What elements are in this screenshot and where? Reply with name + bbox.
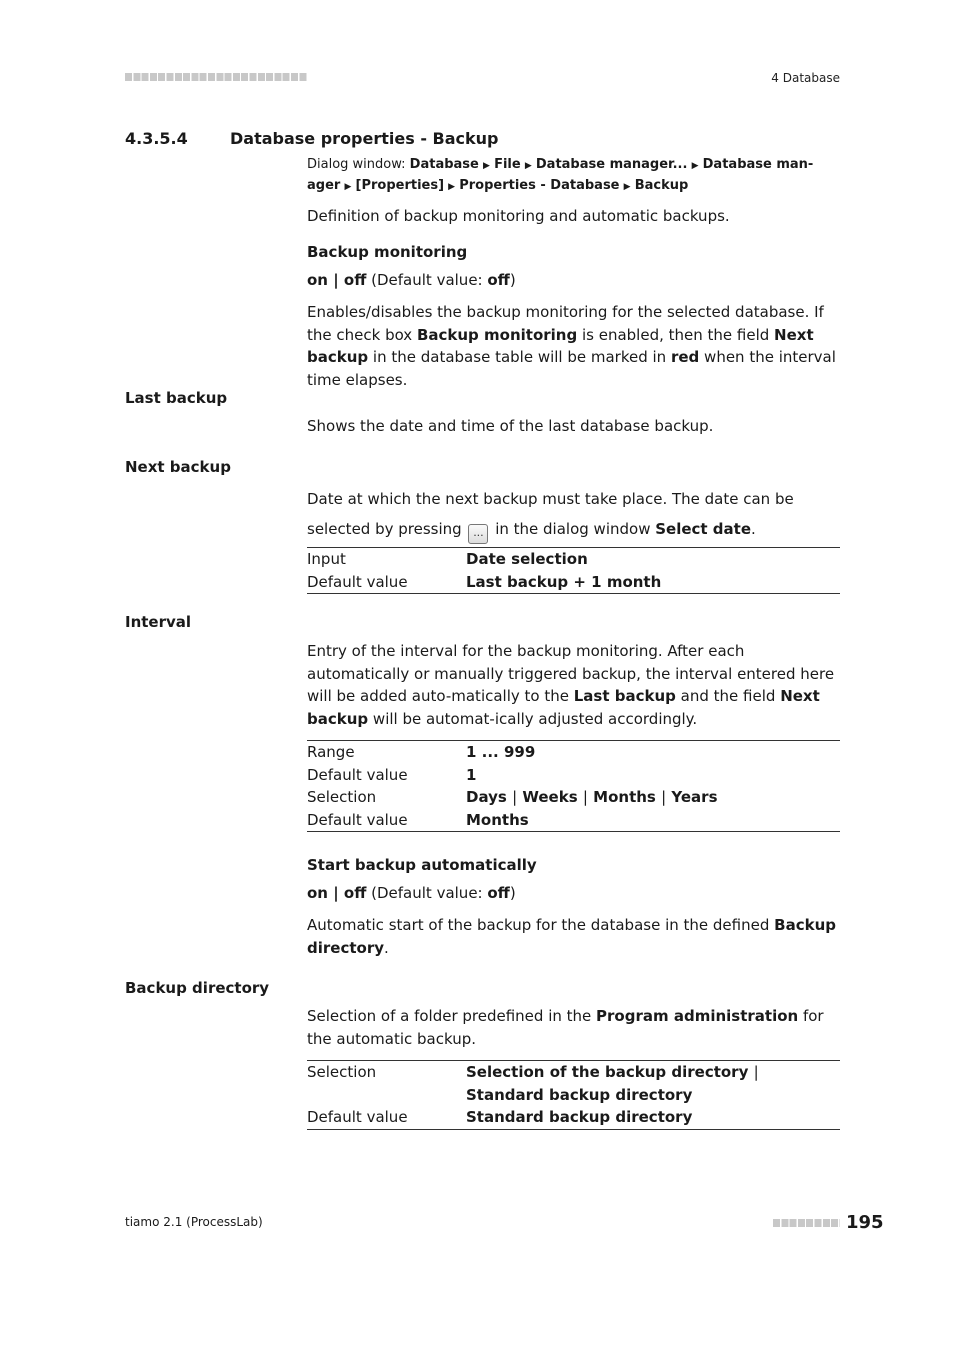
path-item: Properties - Database <box>459 178 620 193</box>
backup-monitoring-heading: Backup monitoring <box>307 243 468 261</box>
start-backup-heading: Start backup automatically <box>307 856 537 874</box>
interval-heading: Interval <box>125 613 192 631</box>
dialog-path: Dialog window: Database ▶ File ▶ Database manager... ▶ Database man- ager ▶ [Properties] ▶ Properties - Database ▶ Backup <box>307 157 814 193</box>
table-row: Default value Months <box>307 810 529 829</box>
path-item: Database man- <box>702 157 814 172</box>
next-backup-heading: Next backup <box>125 458 231 476</box>
page-number: 195 <box>846 1212 884 1233</box>
backup-directory-description: Selection of a folder predefined in the Program administration for the automatic backup. <box>307 1007 824 1048</box>
table-row: Default value Standard backup directory <box>307 1108 693 1126</box>
section-number: 4.3.5.4 <box>125 129 188 148</box>
backup-directory-spec-table <box>307 1060 840 1130</box>
table-row: Input Date selection <box>307 550 588 568</box>
intro-text: Definition of backup monitoring and automatic backups. <box>307 207 730 225</box>
table-row: Range 1 ... 999 <box>307 743 536 761</box>
section-title: Database properties - Backup <box>230 129 499 148</box>
table-row: Default value Last backup + 1 month <box>307 572 662 591</box>
table-row: Default value 1 <box>307 765 477 784</box>
chapter-label: 4 Database <box>771 71 840 85</box>
path-item: Database manager... <box>535 157 688 172</box>
path-item: File <box>494 157 521 172</box>
table-row: Selection Selection of the backup directory | Standard backup directory <box>307 1063 759 1104</box>
next-backup-spec-table <box>307 547 840 594</box>
backup-monitoring-description: Enables/disables the backup monitoring for the selected database. If the check box Backup monitoring is enabled, then the field Next backup in the database table will be marked in red when the interval time elapses. <box>307 303 836 389</box>
path-item: Database <box>409 157 479 172</box>
header-decoration <box>125 73 307 81</box>
path-item: [Properties] <box>355 178 445 193</box>
next-backup-description: Date at which the next backup must take place. The date can be selected by pressing ... in the dialog window Select date. <box>307 484 840 544</box>
backup-monitoring-default: on | off (Default value: off) <box>307 271 516 289</box>
path-item: Backup <box>634 178 689 193</box>
last-backup-heading: Last backup <box>125 389 228 407</box>
ellipsis-button-icon: ... <box>468 524 488 544</box>
last-backup-description: Shows the date and time of the last database backup. <box>307 417 714 435</box>
path-prefix: Dialog window: <box>307 157 410 172</box>
footer-product: tiamo 2.1 (ProcessLab) <box>125 1215 263 1229</box>
table-row: Selection Days | Weeks | Months | Years <box>307 788 718 806</box>
footer-decoration <box>773 1219 840 1227</box>
path-item: ager <box>307 178 341 193</box>
interval-spec-table <box>307 740 840 832</box>
start-backup-description: Automatic start of the backup for the database in the defined Backup directory. <box>307 916 836 957</box>
interval-description: Entry of the interval for the backup monitoring. After each automatically or manually triggered backup, the interval entered here will be added auto-matically to the Last backup and the field Next backup will be automat-ically adjusted accordingly. <box>307 642 835 728</box>
start-backup-default: on | off (Default value: off) <box>307 884 516 902</box>
backup-directory-heading: Backup directory <box>125 979 270 997</box>
